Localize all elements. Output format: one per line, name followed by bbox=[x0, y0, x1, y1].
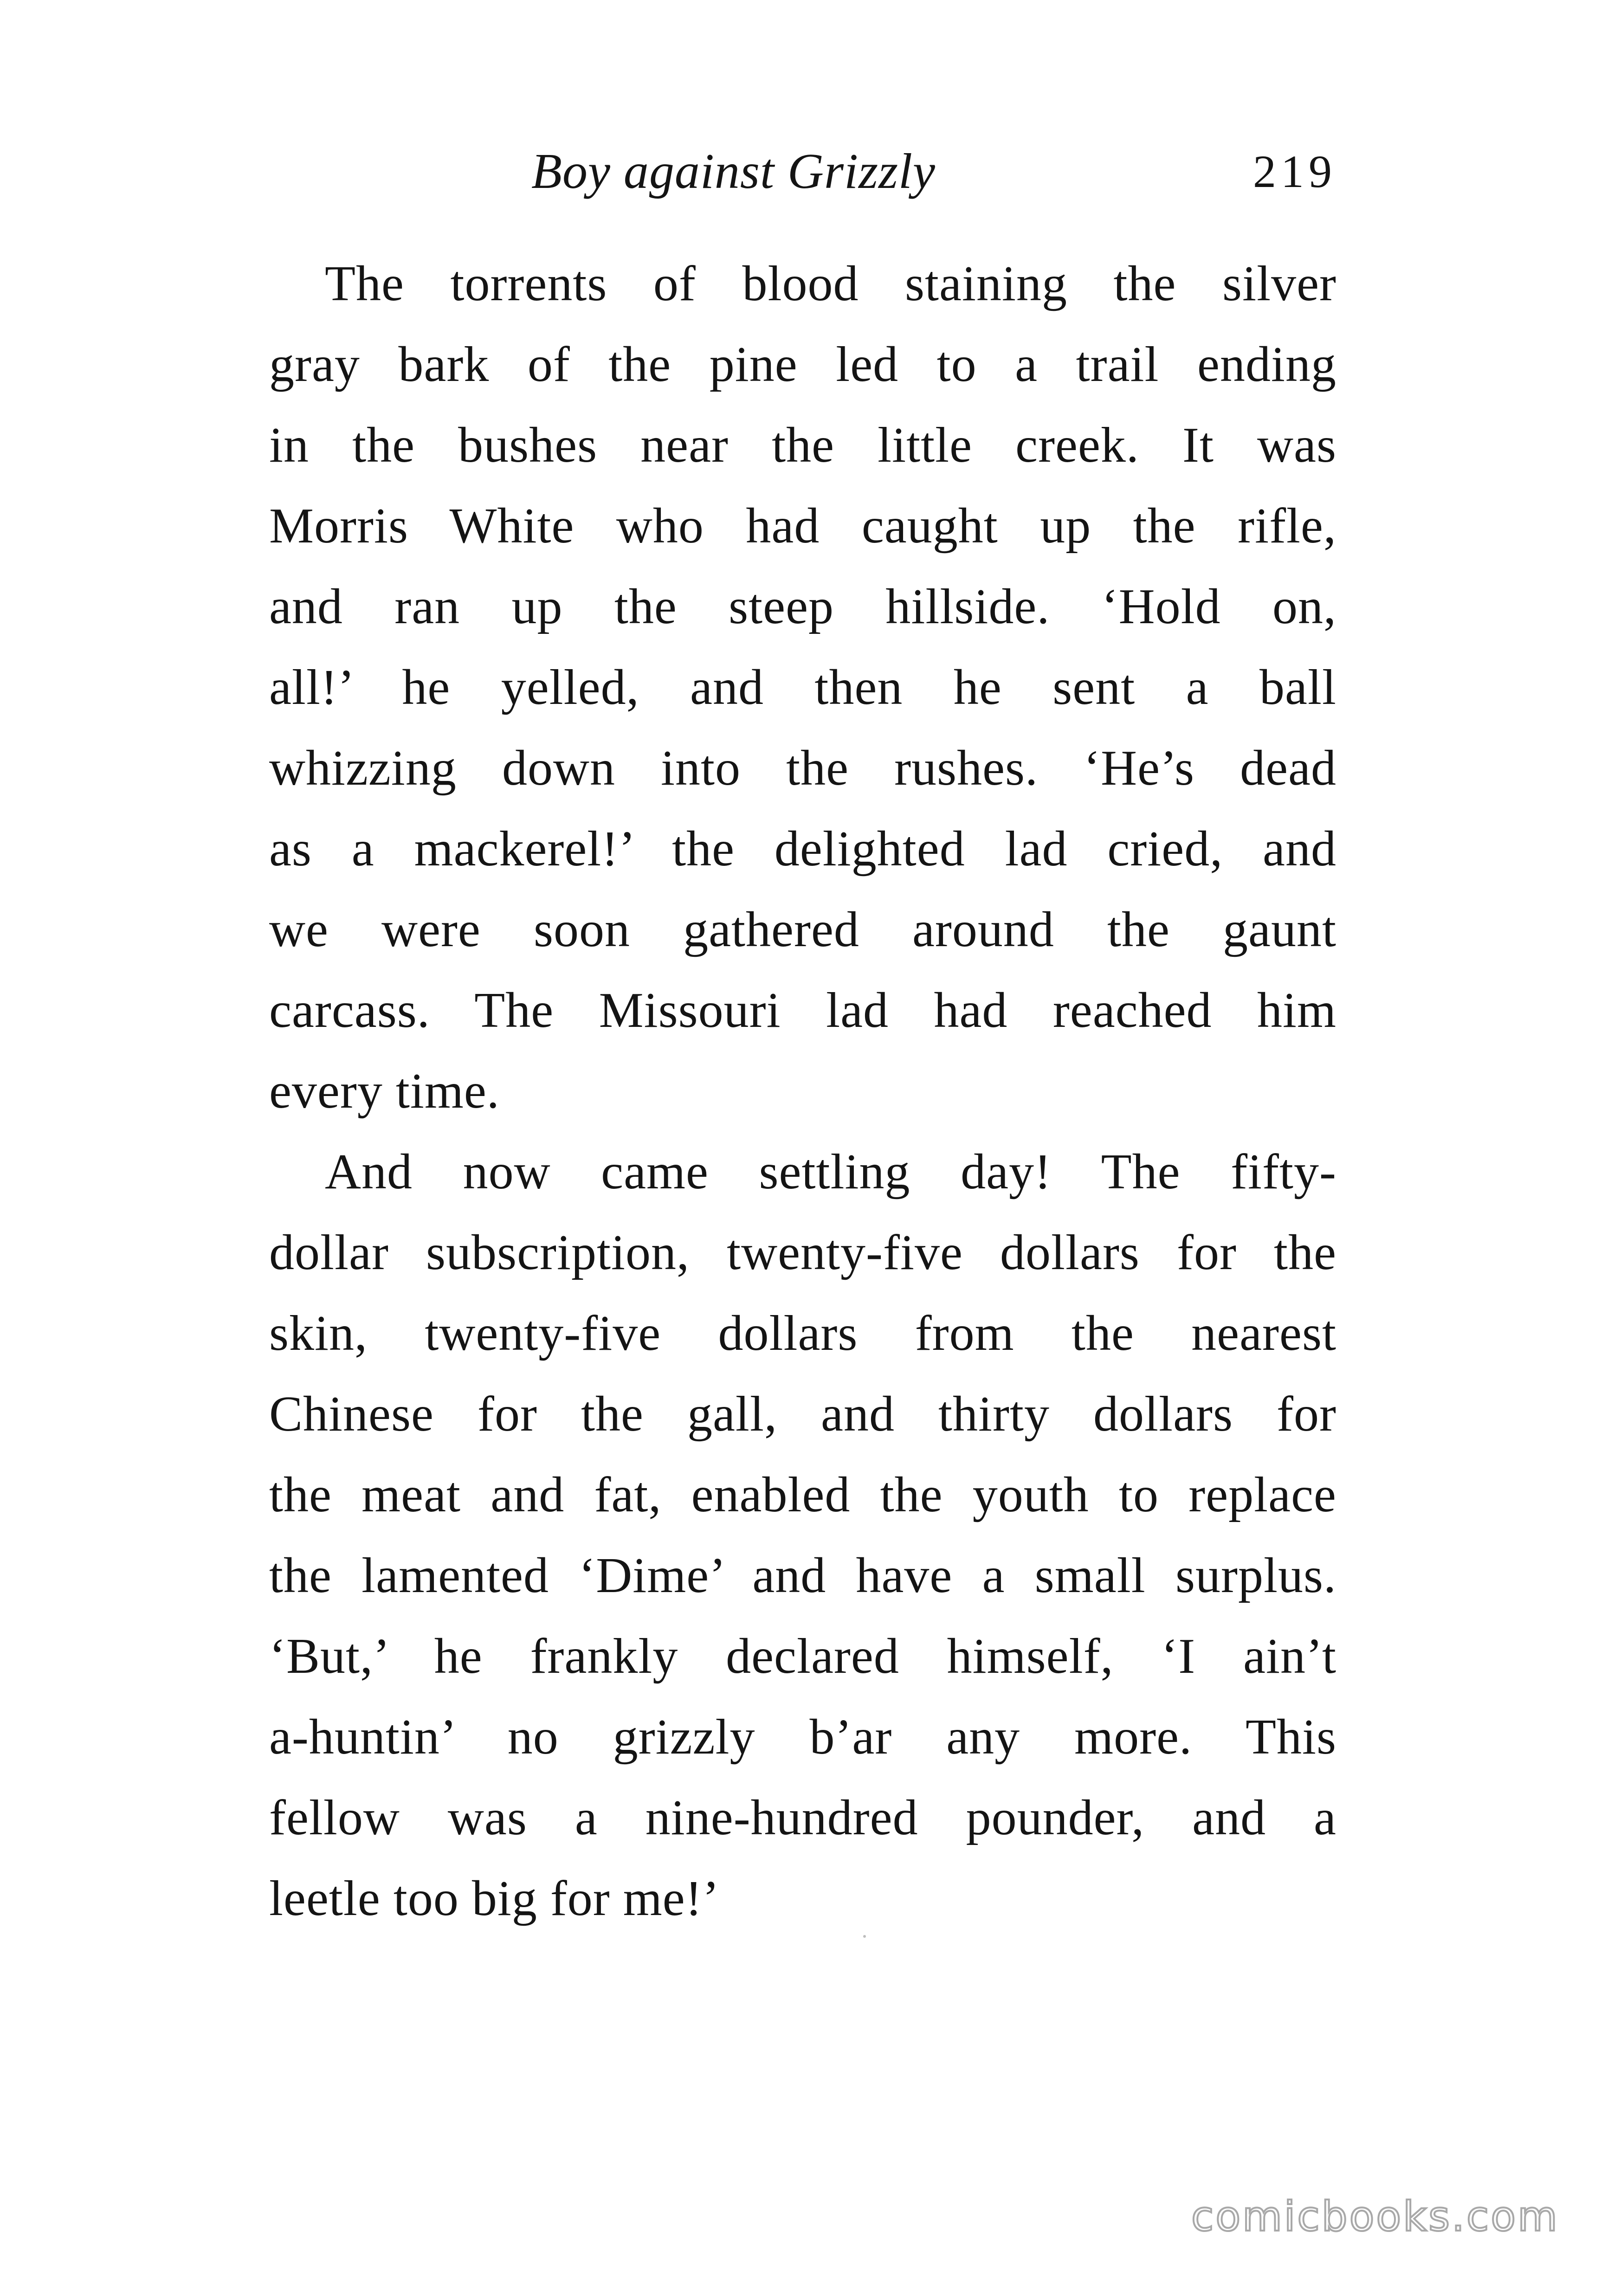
text-line: all!’ he yelled, and then he sent a ball bbox=[269, 660, 1336, 715]
text-line: Morris White who had caught up the rifle, bbox=[269, 498, 1336, 554]
running-title: Boy against Grizzly bbox=[531, 144, 936, 199]
text-line: and ran up the steep hillside. ‘Hold on, bbox=[269, 579, 1336, 634]
watermark: comicbooks.com bbox=[1191, 2193, 1559, 2240]
text-line: in the bushes near the little creek. It was bbox=[269, 418, 1336, 473]
text-line: a-huntin’ no grizzly b’ar any more. This bbox=[269, 1709, 1336, 1765]
text-line: the lamented ‘Dime’ and have a small surplus. bbox=[269, 1548, 1336, 1603]
text-line: Chinese for the gall, and thirty dollars for bbox=[269, 1387, 1336, 1442]
text-line: carcass. The Missouri lad had reached him bbox=[269, 983, 1336, 1038]
running-head bbox=[269, 139, 1336, 204]
text-line: as a mackerel!’ the delighted lad cried, and bbox=[269, 821, 1336, 877]
text-line: every time. bbox=[269, 1064, 500, 1119]
text-line: dollar subscription, twenty-five dollars for the bbox=[269, 1225, 1336, 1280]
paragraph-1 bbox=[269, 244, 1336, 1132]
text-line: skin, twenty-five dollars from the nearest bbox=[269, 1306, 1336, 1361]
text-line: The torrents of blood staining the silver bbox=[325, 256, 1336, 311]
body-text bbox=[269, 244, 1336, 1939]
paragraph-2 bbox=[269, 1132, 1336, 1939]
text-line: fellow was a nine-hundred pounder, and a bbox=[269, 1790, 1336, 1845]
text-line: whizzing down into the rushes. ‘He’s dead bbox=[269, 741, 1336, 796]
text-line: leetle too big for me!’ bbox=[269, 1871, 720, 1926]
text-line: gray bark of the pine led to a trail ending bbox=[269, 337, 1336, 392]
text-line: we were soon gathered around the gaunt bbox=[269, 902, 1336, 957]
text-line: the meat and fat, enabled the youth to replace bbox=[269, 1467, 1336, 1522]
text-line: And now came settling day! The fifty- bbox=[325, 1144, 1336, 1200]
page-number: 219 bbox=[1253, 146, 1336, 197]
text-line: ‘But,’ he frankly declared himself, ‘I ain’t bbox=[269, 1629, 1336, 1684]
ink-speck bbox=[863, 1935, 866, 1938]
